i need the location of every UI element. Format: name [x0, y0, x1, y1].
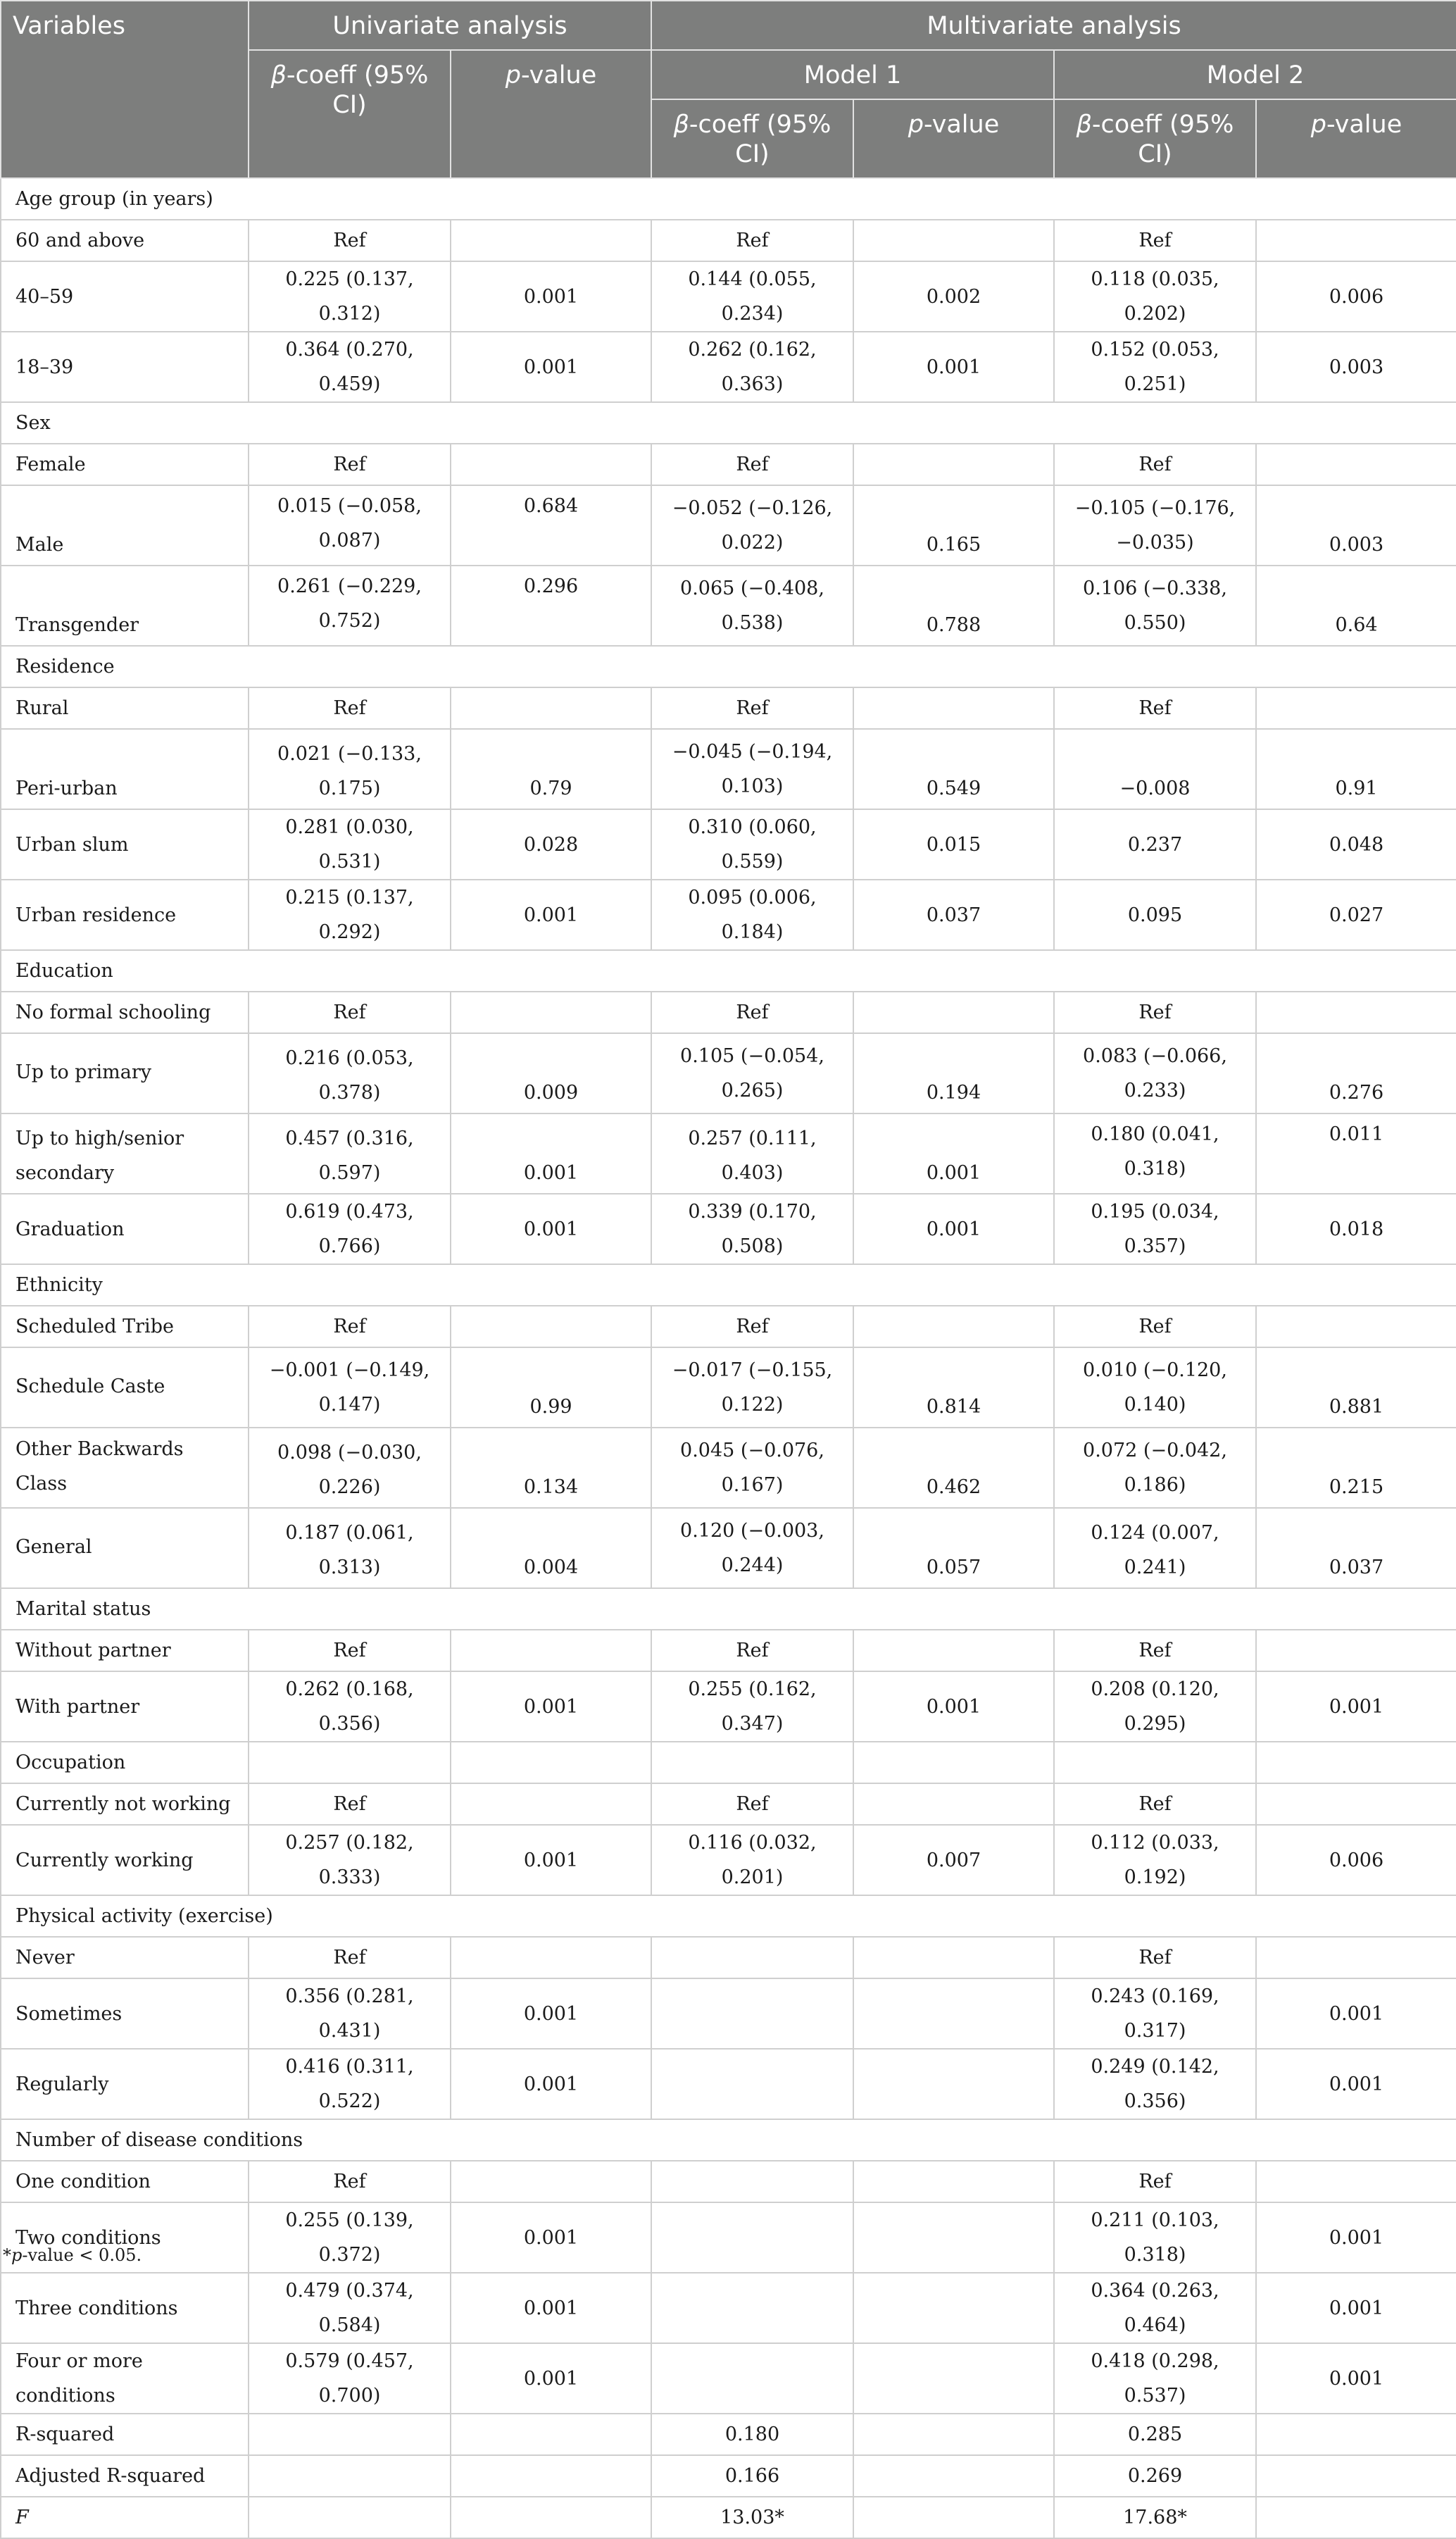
table-footnote: *p-value < 0.05.	[3, 2245, 142, 2265]
model1-beta-cell	[651, 1937, 853, 1978]
model1-beta-cell: 0.262 (0.162, 0.363)	[651, 332, 853, 402]
univariate-beta-cell: Ref	[249, 2161, 451, 2202]
model2-beta-cell: 0.180 (0.041, 0.318)	[1054, 1113, 1256, 1194]
model1-beta-cell	[651, 2343, 853, 2414]
variable-label: Without partner	[1, 1630, 249, 1671]
model2-p-cell	[1256, 1783, 1456, 1825]
univariate-beta-cell: 0.225 (0.137, 0.312)	[249, 261, 451, 332]
model2-beta-cell: 0.195 (0.034, 0.357)	[1054, 1194, 1256, 1264]
section-header-row	[1, 402, 1456, 444]
model1-beta-cell: Ref	[651, 220, 853, 261]
univariate-p-cell: 0.134	[451, 1428, 651, 1508]
model1-p-cell: 0.462	[853, 1428, 1054, 1508]
model1-p-cell	[853, 1306, 1054, 1347]
univariate-p-cell: 0.001	[451, 2049, 651, 2119]
univariate-p-cell: 0.99	[451, 1347, 651, 1428]
model1-beta-cell: 0.310 (0.060, 0.559)	[651, 809, 853, 880]
univariate-beta-cell: Ref	[249, 992, 451, 1033]
table-row	[1, 1825, 1456, 1895]
univariate-p-cell	[451, 444, 651, 485]
model1-beta-cell: 13.03*	[651, 2497, 853, 2538]
univariate-beta-cell: 0.356 (0.281, 0.431)	[249, 1978, 451, 2049]
variable-label: F	[1, 2497, 249, 2538]
table-row	[1, 1508, 1456, 1588]
table-row	[1, 1428, 1456, 1508]
model2-beta-header: β-coeff (95% CI)	[1054, 99, 1256, 178]
model2-p-cell: 0.006	[1256, 1825, 1456, 1895]
model2-beta-cell: 0.364 (0.263, 0.464)	[1054, 2273, 1256, 2343]
variable-label: 18–39	[1, 332, 249, 402]
table-row	[1, 2202, 1456, 2273]
model1-beta-cell	[651, 2273, 853, 2343]
model1-p-cell	[853, 2273, 1054, 2343]
model2-p-cell	[1256, 2497, 1456, 2538]
model2-p-cell: 0.018	[1256, 1194, 1456, 1264]
model2-beta-cell: Ref	[1054, 1630, 1256, 1671]
univariate-beta-cell: 0.015 (−0.058, 0.087)	[249, 485, 451, 566]
univariate-beta-cell: Ref	[249, 687, 451, 729]
model1-header: Model 1	[651, 50, 1054, 99]
model1-p-cell	[853, 1978, 1054, 2049]
univariate-p-cell: 0.009	[451, 1033, 651, 1113]
section-header-row	[1, 1264, 1456, 1306]
table-row	[1, 880, 1456, 950]
variable-label: Four or more conditions	[1, 2343, 249, 2414]
model1-beta-cell: Ref	[651, 992, 853, 1033]
section-label: Education	[1, 950, 1456, 992]
table-row	[1, 1033, 1456, 1113]
univariate-beta-cell	[249, 2455, 451, 2497]
model2-p-cell: 0.037	[1256, 1508, 1456, 1588]
model1-beta-cell: −0.017 (−0.155, 0.122)	[651, 1347, 853, 1428]
model2-p-cell	[1256, 1306, 1456, 1347]
model1-p-cell: 0.007	[853, 1825, 1054, 1895]
univariate-p-cell: 0.001	[451, 1194, 651, 1264]
univariate-p-cell	[451, 687, 651, 729]
model1-p-cell	[853, 2343, 1054, 2414]
univariate-p-cell	[451, 1742, 651, 1783]
table-row	[1, 992, 1456, 1033]
model1-p-cell	[853, 1630, 1054, 1671]
section-label: Sex	[1, 402, 1456, 444]
model2-p-cell	[1256, 2455, 1456, 2497]
table-row	[1, 1742, 1456, 1783]
model2-p-cell: 0.64	[1256, 566, 1456, 646]
table-row	[1, 687, 1456, 729]
section-header-row	[1, 1895, 1456, 1937]
univariate-p-cell: 0.028	[451, 809, 651, 880]
univariate-p-cell: 0.79	[451, 729, 651, 809]
univariate-beta-cell: 0.457 (0.316, 0.597)	[249, 1113, 451, 1194]
univariate-beta-cell: 0.262 (0.168, 0.356)	[249, 1671, 451, 1742]
univariate-beta-cell: −0.001 (−0.149, 0.147)	[249, 1347, 451, 1428]
model2-p-cell: 0.276	[1256, 1033, 1456, 1113]
model1-p-cell: 0.549	[853, 729, 1054, 809]
model2-p-cell: 0.001	[1256, 1978, 1456, 2049]
univariate-p-cell	[451, 220, 651, 261]
univariate-p-cell: 0.001	[451, 261, 651, 332]
model2-p-cell: 0.003	[1256, 332, 1456, 402]
variable-label: Other Backwards Class	[1, 1428, 249, 1508]
model2-beta-cell: −0.008	[1054, 729, 1256, 809]
variable-label: Transgender	[1, 566, 249, 646]
model2-beta-cell: 0.118 (0.035, 0.202)	[1054, 261, 1256, 332]
model2-beta-cell: 0.243 (0.169, 0.317)	[1054, 1978, 1256, 2049]
table-row	[1, 1937, 1456, 1978]
model1-beta-cell	[651, 1742, 853, 1783]
univariate-beta-cell: 0.021 (−0.133, 0.175)	[249, 729, 451, 809]
univariate-beta-cell: 0.257 (0.182, 0.333)	[249, 1825, 451, 1895]
model1-p-cell	[853, 1937, 1054, 1978]
variable-label: Sometimes	[1, 1978, 249, 2049]
univariate-beta-cell: 0.416 (0.311, 0.522)	[249, 2049, 451, 2119]
univariate-p-cell	[451, 1306, 651, 1347]
model2-beta-cell: 0.106 (−0.338, 0.550)	[1054, 566, 1256, 646]
model2-p-cell: 0.001	[1256, 1671, 1456, 1742]
section-header-row	[1, 178, 1456, 220]
variable-label: General	[1, 1508, 249, 1588]
model2-p-cell: 0.011	[1256, 1113, 1456, 1194]
section-header-row	[1, 646, 1456, 687]
univariate-p-cell: 0.001	[451, 332, 651, 402]
model2-p-cell	[1256, 687, 1456, 729]
univariate-p-header: p-value	[451, 50, 651, 178]
model2-beta-cell: 0.418 (0.298, 0.537)	[1054, 2343, 1256, 2414]
variable-label: Urban slum	[1, 809, 249, 880]
model2-beta-cell: 0.237	[1054, 809, 1256, 880]
univariate-p-cell: 0.296	[451, 566, 651, 646]
table-row	[1, 1113, 1456, 1194]
univariate-beta-cell: 0.364 (0.270, 0.459)	[249, 332, 451, 402]
model1-p-cell: 0.001	[853, 1113, 1054, 1194]
model2-p-cell: 0.001	[1256, 2273, 1456, 2343]
model1-beta-header: β-coeff (95% CI)	[651, 99, 853, 178]
univariate-p-cell: 0.001	[451, 2273, 651, 2343]
table-row	[1, 1306, 1456, 1347]
univariate-beta-cell: 0.098 (−0.030, 0.226)	[249, 1428, 451, 1508]
univariate-beta-cell	[249, 2497, 451, 2538]
univariate-p-cell	[451, 2455, 651, 2497]
model2-beta-cell: 0.095	[1054, 880, 1256, 950]
table-row	[1, 2455, 1456, 2497]
model1-p-cell	[853, 1783, 1054, 1825]
univariate-beta-cell: 0.215 (0.137, 0.292)	[249, 880, 451, 950]
model2-p-cell: 0.048	[1256, 809, 1456, 880]
model2-beta-cell: 0.249 (0.142, 0.356)	[1054, 2049, 1256, 2119]
model2-p-cell	[1256, 444, 1456, 485]
model1-p-cell: 0.057	[853, 1508, 1054, 1588]
model1-p-cell	[853, 2202, 1054, 2273]
model1-p-cell	[853, 2455, 1054, 2497]
univariate-beta-cell: Ref	[249, 1306, 451, 1347]
variable-label: 40–59	[1, 261, 249, 332]
variable-label: No formal schooling	[1, 992, 249, 1033]
model2-beta-cell: Ref	[1054, 1306, 1256, 1347]
model2-beta-cell: Ref	[1054, 2161, 1256, 2202]
univariate-p-cell	[451, 992, 651, 1033]
model1-beta-cell: Ref	[651, 444, 853, 485]
table-row	[1, 2414, 1456, 2455]
univariate-p-cell: 0.684	[451, 485, 651, 566]
univariate-p-cell	[451, 1783, 651, 1825]
univariate-p-cell: 0.004	[451, 1508, 651, 1588]
model2-p-cell: 0.001	[1256, 2049, 1456, 2119]
model2-beta-cell: 0.285	[1054, 2414, 1256, 2455]
model1-beta-cell	[651, 2202, 853, 2273]
variables-header: Variables	[1, 1, 249, 178]
model1-beta-cell: Ref	[651, 1306, 853, 1347]
model1-beta-cell: 0.105 (−0.054, 0.265)	[651, 1033, 853, 1113]
variable-label: Urban residence	[1, 880, 249, 950]
model2-beta-cell: Ref	[1054, 444, 1256, 485]
model2-beta-cell: 0.211 (0.103, 0.318)	[1054, 2202, 1256, 2273]
model2-p-cell	[1256, 1630, 1456, 1671]
model1-p-header: p-value	[853, 99, 1054, 178]
model1-beta-cell: Ref	[651, 1630, 853, 1671]
univariate-beta-cell: 0.216 (0.053, 0.378)	[249, 1033, 451, 1113]
univariate-p-cell: 0.001	[451, 880, 651, 950]
model2-beta-cell: Ref	[1054, 220, 1256, 261]
model1-p-cell	[853, 2414, 1054, 2455]
model1-beta-cell	[651, 2161, 853, 2202]
univariate-beta-cell: Ref	[249, 1937, 451, 1978]
variable-label: Currently working	[1, 1825, 249, 1895]
table-row	[1, 2049, 1456, 2119]
variable-label: Scheduled Tribe	[1, 1306, 249, 1347]
model1-beta-cell: 0.166	[651, 2455, 853, 2497]
model1-p-cell	[853, 992, 1054, 1033]
univariate-beta-header: β-coeff (95% CI)	[249, 50, 451, 178]
table-row	[1, 2497, 1456, 2538]
univariate-p-cell	[451, 2161, 651, 2202]
model1-p-cell: 0.194	[853, 1033, 1054, 1113]
model1-beta-cell: 0.255 (0.162, 0.347)	[651, 1671, 853, 1742]
variable-label: Two conditions	[1, 2202, 249, 2273]
model2-p-cell	[1256, 2414, 1456, 2455]
model2-beta-cell: 0.269	[1054, 2455, 1256, 2497]
model2-beta-cell: 0.072 (−0.042, 0.186)	[1054, 1428, 1256, 1508]
table-row	[1, 809, 1456, 880]
univariate-beta-cell: 0.261 (−0.229, 0.752)	[249, 566, 451, 646]
variable-label: Occupation	[1, 1742, 249, 1783]
multivariate-header: Multivariate analysis	[651, 1, 1456, 50]
univariate-p-cell: 0.001	[451, 1978, 651, 2049]
model2-p-cell	[1256, 220, 1456, 261]
model1-p-cell: 0.001	[853, 1671, 1054, 1742]
table-row	[1, 1194, 1456, 1264]
model1-beta-cell: 0.116 (0.032, 0.201)	[651, 1825, 853, 1895]
model1-beta-cell: 0.257 (0.111, 0.403)	[651, 1113, 853, 1194]
table-row	[1, 2273, 1456, 2343]
univariate-p-cell: 0.001	[451, 1671, 651, 1742]
table-row	[1, 1630, 1456, 1671]
model1-p-cell	[853, 444, 1054, 485]
model1-p-cell: 0.165	[853, 485, 1054, 566]
model2-p-cell: 0.001	[1256, 2343, 1456, 2414]
model1-p-cell: 0.001	[853, 332, 1054, 402]
variable-label: Regularly	[1, 2049, 249, 2119]
section-label: Ethnicity	[1, 1264, 1456, 1306]
section-label: Number of disease conditions	[1, 2119, 1456, 2161]
univariate-p-cell: 0.001	[451, 2343, 651, 2414]
univariate-beta-cell: 0.187 (0.061, 0.313)	[249, 1508, 451, 1588]
variable-label: Never	[1, 1937, 249, 1978]
section-label: Physical activity (exercise)	[1, 1895, 1456, 1937]
univariate-p-cell: 0.001	[451, 1113, 651, 1194]
model1-p-cell: 0.002	[853, 261, 1054, 332]
table-row	[1, 2161, 1456, 2202]
model2-beta-cell: 0.152 (0.053, 0.251)	[1054, 332, 1256, 402]
model2-beta-cell: 0.208 (0.120, 0.295)	[1054, 1671, 1256, 1742]
variable-label: Schedule Caste	[1, 1347, 249, 1428]
section-label: Marital status	[1, 1588, 1456, 1630]
section-label: Residence	[1, 646, 1456, 687]
model2-beta-cell: 0.010 (−0.120, 0.140)	[1054, 1347, 1256, 1428]
table-row	[1, 566, 1456, 646]
model2-beta-cell: 0.083 (−0.066, 0.233)	[1054, 1033, 1256, 1113]
table-row	[1, 332, 1456, 402]
model1-p-cell: 0.788	[853, 566, 1054, 646]
univariate-p-cell: 0.001	[451, 2202, 651, 2273]
univariate-p-cell	[451, 1937, 651, 1978]
table-row	[1, 444, 1456, 485]
model2-beta-cell: 0.124 (0.007, 0.241)	[1054, 1508, 1256, 1588]
variable-label: Rural	[1, 687, 249, 729]
model1-beta-cell: 0.045 (−0.076, 0.167)	[651, 1428, 853, 1508]
model2-p-cell	[1256, 992, 1456, 1033]
model1-beta-cell: 0.120 (−0.003, 0.244)	[651, 1508, 853, 1588]
section-label: Age group (in years)	[1, 178, 1456, 220]
variable-label: Female	[1, 444, 249, 485]
univariate-beta-cell: 0.255 (0.139, 0.372)	[249, 2202, 451, 2273]
model1-beta-cell: 0.339 (0.170, 0.508)	[651, 1194, 853, 1264]
univariate-beta-cell: 0.579 (0.457, 0.700)	[249, 2343, 451, 2414]
univariate-p-cell: 0.001	[451, 1825, 651, 1895]
model2-beta-cell: Ref	[1054, 1937, 1256, 1978]
model1-beta-cell: Ref	[651, 687, 853, 729]
model1-p-cell	[853, 1742, 1054, 1783]
section-header-row	[1, 1588, 1456, 1630]
model1-p-cell	[853, 220, 1054, 261]
table-row	[1, 2343, 1456, 2414]
table-row	[1, 261, 1456, 332]
model2-p-cell	[1256, 1937, 1456, 1978]
model1-p-cell	[853, 2161, 1054, 2202]
table-row	[1, 729, 1456, 809]
model2-p-cell: 0.215	[1256, 1428, 1456, 1508]
univariate-beta-cell: Ref	[249, 220, 451, 261]
model1-beta-cell: 0.095 (0.006, 0.184)	[651, 880, 853, 950]
variable-label: Three conditions	[1, 2273, 249, 2343]
variable-label: 60 and above	[1, 220, 249, 261]
section-header-row	[1, 950, 1456, 992]
variable-label: Peri-urban	[1, 729, 249, 809]
section-header-row	[1, 2119, 1456, 2161]
model2-header: Model 2	[1054, 50, 1456, 99]
model2-p-cell: 0.006	[1256, 261, 1456, 332]
variable-label: Adjusted R-squared	[1, 2455, 249, 2497]
table-header	[1, 1, 1456, 178]
variable-label: Up to primary	[1, 1033, 249, 1113]
model2-p-header: p-value	[1256, 99, 1456, 178]
model2-p-cell: 0.881	[1256, 1347, 1456, 1428]
univariate-p-cell	[451, 2497, 651, 2538]
model2-beta-cell: Ref	[1054, 687, 1256, 729]
model1-p-cell: 0.001	[853, 1194, 1054, 1264]
table-row	[1, 1671, 1456, 1742]
model1-p-cell	[853, 2497, 1054, 2538]
model1-beta-cell: −0.052 (−0.126, 0.022)	[651, 485, 853, 566]
model1-p-cell	[853, 2049, 1054, 2119]
model2-p-cell: 0.91	[1256, 729, 1456, 809]
model2-p-cell: 0.003	[1256, 485, 1456, 566]
univariate-beta-cell: 0.479 (0.374, 0.584)	[249, 2273, 451, 2343]
univariate-beta-cell: 0.281 (0.030, 0.531)	[249, 809, 451, 880]
model2-p-cell: 0.001	[1256, 2202, 1456, 2273]
model2-beta-cell: −0.105 (−0.176, −0.035)	[1054, 485, 1256, 566]
model2-beta-cell	[1054, 1742, 1256, 1783]
model2-p-cell: 0.027	[1256, 880, 1456, 950]
model2-beta-cell: 0.112 (0.033, 0.192)	[1054, 1825, 1256, 1895]
univariate-beta-cell: Ref	[249, 444, 451, 485]
table-row	[1, 1783, 1456, 1825]
model1-beta-cell	[651, 2049, 853, 2119]
model1-beta-cell: 0.180	[651, 2414, 853, 2455]
univariate-header: Univariate analysis	[249, 1, 651, 50]
univariate-beta-cell: 0.619 (0.473, 0.766)	[249, 1194, 451, 1264]
model1-beta-cell: Ref	[651, 1783, 853, 1825]
variable-label: Up to high/senior secondary	[1, 1113, 249, 1194]
univariate-beta-cell: Ref	[249, 1630, 451, 1671]
model1-beta-cell	[651, 1978, 853, 2049]
univariate-p-cell	[451, 1630, 651, 1671]
univariate-beta-cell	[249, 2414, 451, 2455]
univariate-beta-cell	[249, 1742, 451, 1783]
model2-beta-cell: 17.68*	[1054, 2497, 1256, 2538]
table-row	[1, 220, 1456, 261]
model1-p-cell: 0.015	[853, 809, 1054, 880]
model1-beta-cell: 0.144 (0.055, 0.234)	[651, 261, 853, 332]
variable-label: Male	[1, 485, 249, 566]
table-body	[1, 178, 1456, 2538]
model2-beta-cell: Ref	[1054, 992, 1256, 1033]
model2-p-cell	[1256, 1742, 1456, 1783]
model1-p-cell: 0.814	[853, 1347, 1054, 1428]
model2-beta-cell: Ref	[1054, 1783, 1256, 1825]
table-row	[1, 485, 1456, 566]
variable-label: Currently not working	[1, 1783, 249, 1825]
variable-label: Graduation	[1, 1194, 249, 1264]
variable-label: R-squared	[1, 2414, 249, 2455]
model1-p-cell: 0.037	[853, 880, 1054, 950]
variable-label: One condition	[1, 2161, 249, 2202]
variable-label: With partner	[1, 1671, 249, 1742]
model1-p-cell	[853, 687, 1054, 729]
table-row	[1, 1347, 1456, 1428]
univariate-p-cell	[451, 2414, 651, 2455]
table-row	[1, 1978, 1456, 2049]
model2-p-cell	[1256, 2161, 1456, 2202]
model1-beta-cell: 0.065 (−0.408, 0.538)	[651, 566, 853, 646]
univariate-beta-cell: Ref	[249, 1783, 451, 1825]
model1-beta-cell: −0.045 (−0.194, 0.103)	[651, 729, 853, 809]
